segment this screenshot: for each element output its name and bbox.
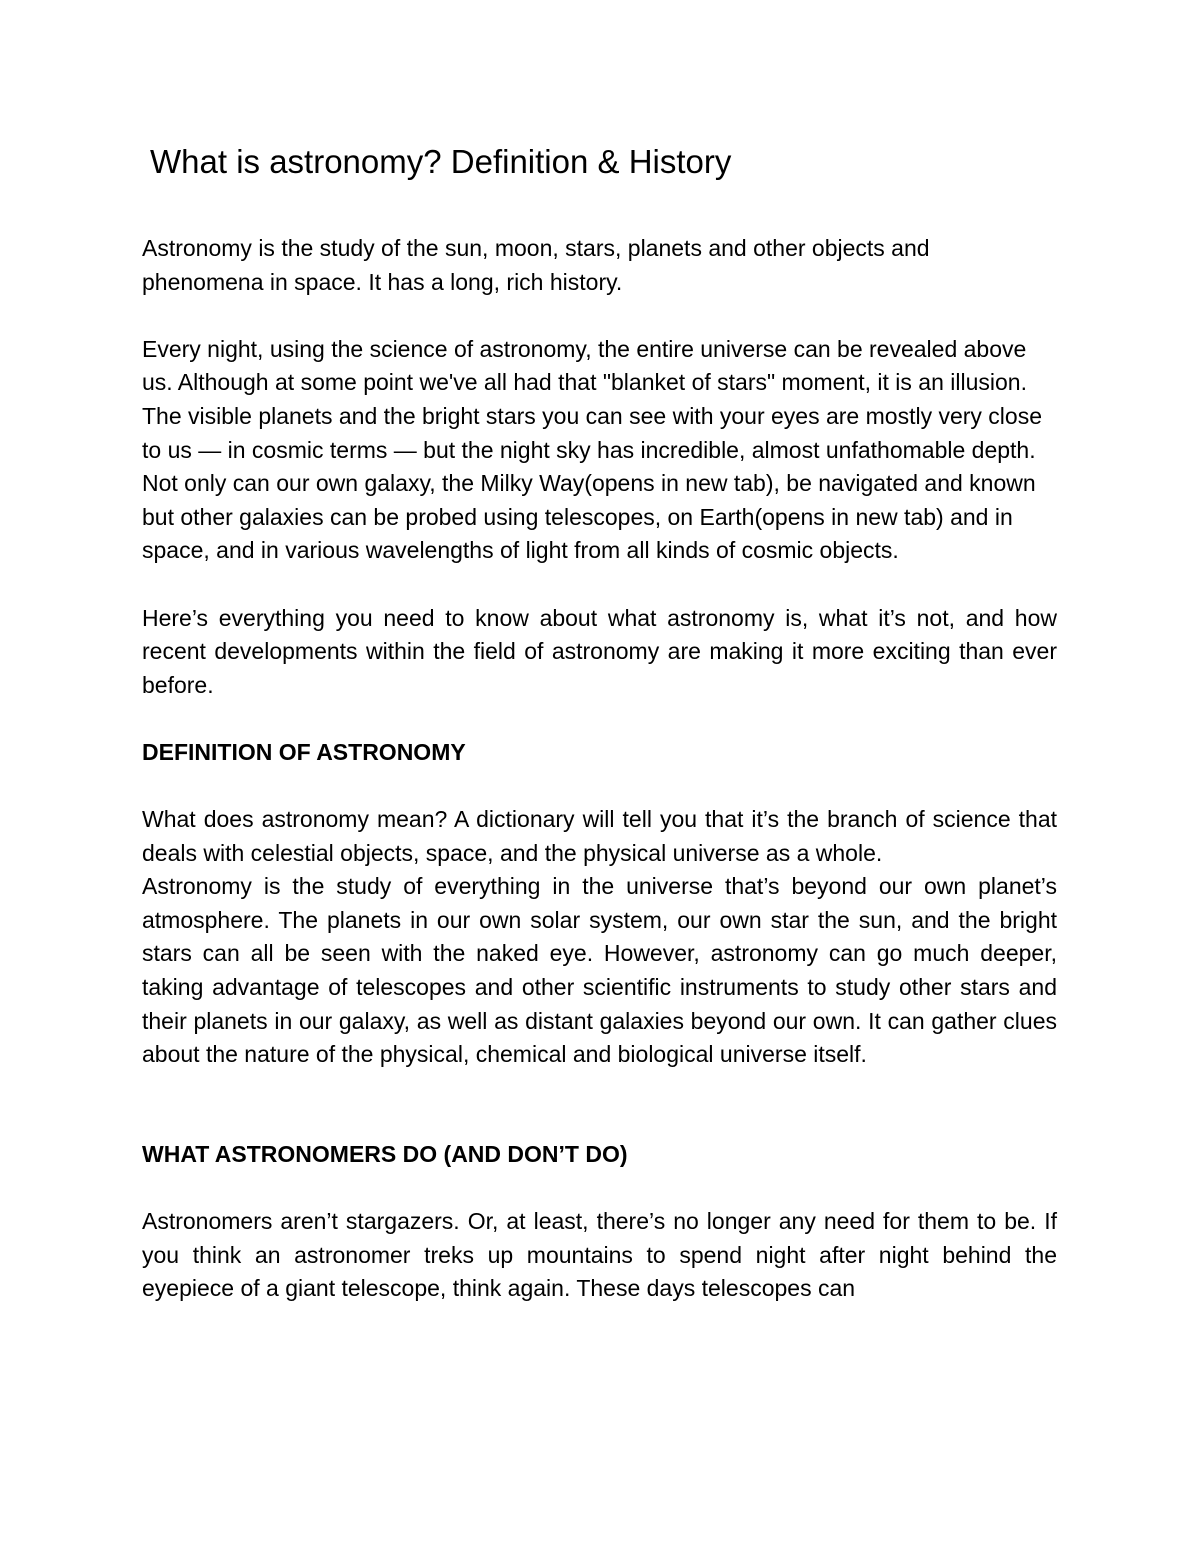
paragraph-everything: Here’s everything you need to know about what astronomy is, what it’s not, and how recent developments within the field of astronomy are making it more exciting than ever before. [142, 604, 1057, 698]
document-body [142, 232, 1057, 1306]
heading-what-astronomers-do: WHAT ASTRONOMERS DO (AND DON’T DO) [142, 1140, 628, 1167]
paragraph-intro: Astronomy is the study of the sun, moon, stars, planets and other objects and phenomena in space. It has a long, rich history. [142, 235, 930, 295]
paragraph-spacer [142, 702, 1057, 736]
paragraph-spacer [142, 568, 1057, 602]
paragraph-definition-1: What does astronomy mean? A dictionary will tell you that it’s the branch of science that deals with celestial objects, space, and the physical universe as a whole. [142, 806, 1057, 866]
paragraph-night-sky: Every night, using the science of astronomy, the entire universe can be revealed above us. Although at some point we've all had that "blanket of stars" moment, it is an illusion. The visible planets and the bright stars you can see with your eyes are mostly very close to us — in cosmic terms — but the night sky has incredible, almost unfathomable depth. Not only can our own galaxy, the Milky Way(opens in new tab), be navigated and known but other galaxies can be probed using telescopes, on Earth(opens in new tab) and in space, and in various wavelengths of light from all kinds of cosmic objects. [142, 335, 1042, 564]
paragraph-spacer [142, 299, 1057, 333]
paragraph-spacer [142, 1072, 1057, 1138]
heading-definition: DEFINITION OF ASTRONOMY [142, 738, 466, 765]
paragraph-spacer [142, 1171, 1057, 1205]
paragraph-definition-2: Astronomy is the study of everything in the universe that’s beyond our own planet’s atmosphere. The planets in our own solar system, our own star the sun, and the bright stars can all be seen with the naked eye. However, astronomy can go much deeper, taking advantage of telescopes and other scientific instruments to study other stars and their planets in our galaxy, as well as distant galaxies beyond our own. It can gather clues about the nature of the physical, chemical and biological universe itself. [142, 873, 1057, 1068]
document-title: What is astronomy? Definition & History [150, 143, 732, 180]
paragraph-spacer [142, 770, 1057, 804]
paragraph-astronomers: Astronomers aren’t stargazers. Or, at least, there’s no longer any need for them to be. If you think an astronomer treks up mountains to spend night after night behind the eyepiece of a giant telescope, think again. These days telescopes can [142, 1208, 1057, 1302]
